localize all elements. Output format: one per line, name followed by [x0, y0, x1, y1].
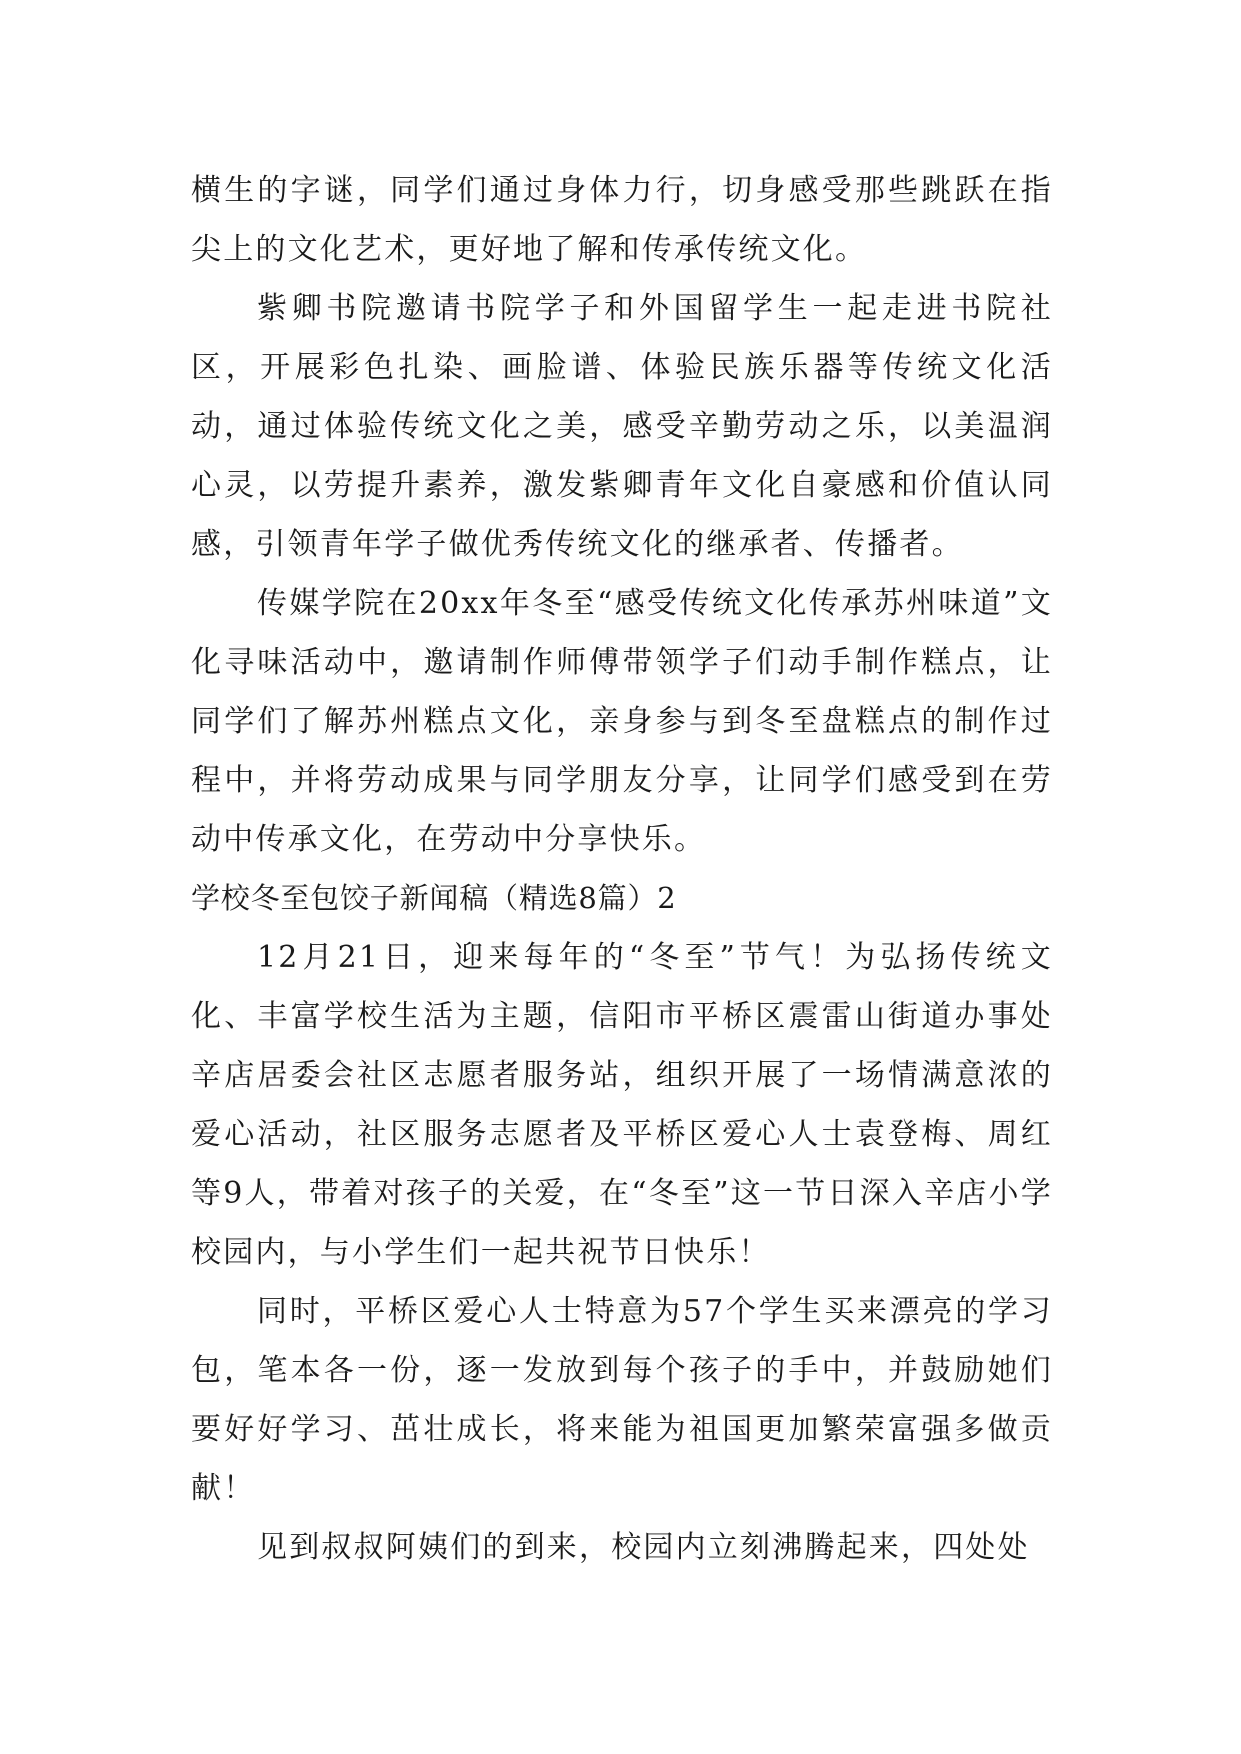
paragraph-school-bags: 同时，平桥区爱心人士特意为57个学生买来漂亮的学习包，笔本各一份，逐一发放到每个孩子的手中，并鼓励她们要好好学习、茁壮成长，将来能为祖国更加繁荣富强多做贡献！ — [191, 1294, 1053, 1506]
paragraph-continued: 横生的字谜，同学们通过身体力行，切身感受那些跳跃在指尖上的文化艺术，更好地了解和传承传统文化。 — [191, 173, 1053, 267]
paragraph-ziqing-academy: 紫卿书院邀请书院学子和外国留学生一起走进书院社区，开展彩色扎染、画脸谱、体验民族乐器等传统文化活动，通过体验传统文化之美，感受辛勤劳动之乐，以美温润心灵，以劳提升素养，激发紫卿青年文化自豪感和价值认同感，引领青年学子做优秀传统文化的继承者、传播者。 — [191, 291, 1053, 562]
paragraph-campus-arrival: 见到叔叔阿姨们的到来，校园内立刻沸腾起来，四处处 — [257, 1530, 1030, 1565]
paragraph-media-school: 传媒学院在20xx年冬至“感受传统文化传承苏州味道”文化寻味活动中，邀请制作师傅带领学子们动手制作糕点，让同学们了解苏州糕点文化，亲身参与到冬至盘糕点的制作过程中，并将劳动成果与同学朋友分享，让同学们感受到在劳动中传承文化，在劳动中分享快乐。 — [191, 586, 1053, 857]
section-heading: 学校冬至包饺子新闻稿（精选8篇）2 — [191, 881, 677, 915]
paragraph-winter-solstice: 12月21日，迎来每年的“冬至”节气！为弘扬传统文化、丰富学校生活为主题，信阳市平桥区震雷山街道办事处辛店居委会社区志愿者服务站，组织开展了一场情满意浓的爱心活动，社区服务志愿者及平桥区爱心人士袁登梅、周红等9人，带着对孩子的关爱，在“冬至”这一节日深入辛店小学校园内，与小学生们一起共祝节日快乐！ — [191, 940, 1053, 1270]
document-body — [191, 161, 1053, 1577]
